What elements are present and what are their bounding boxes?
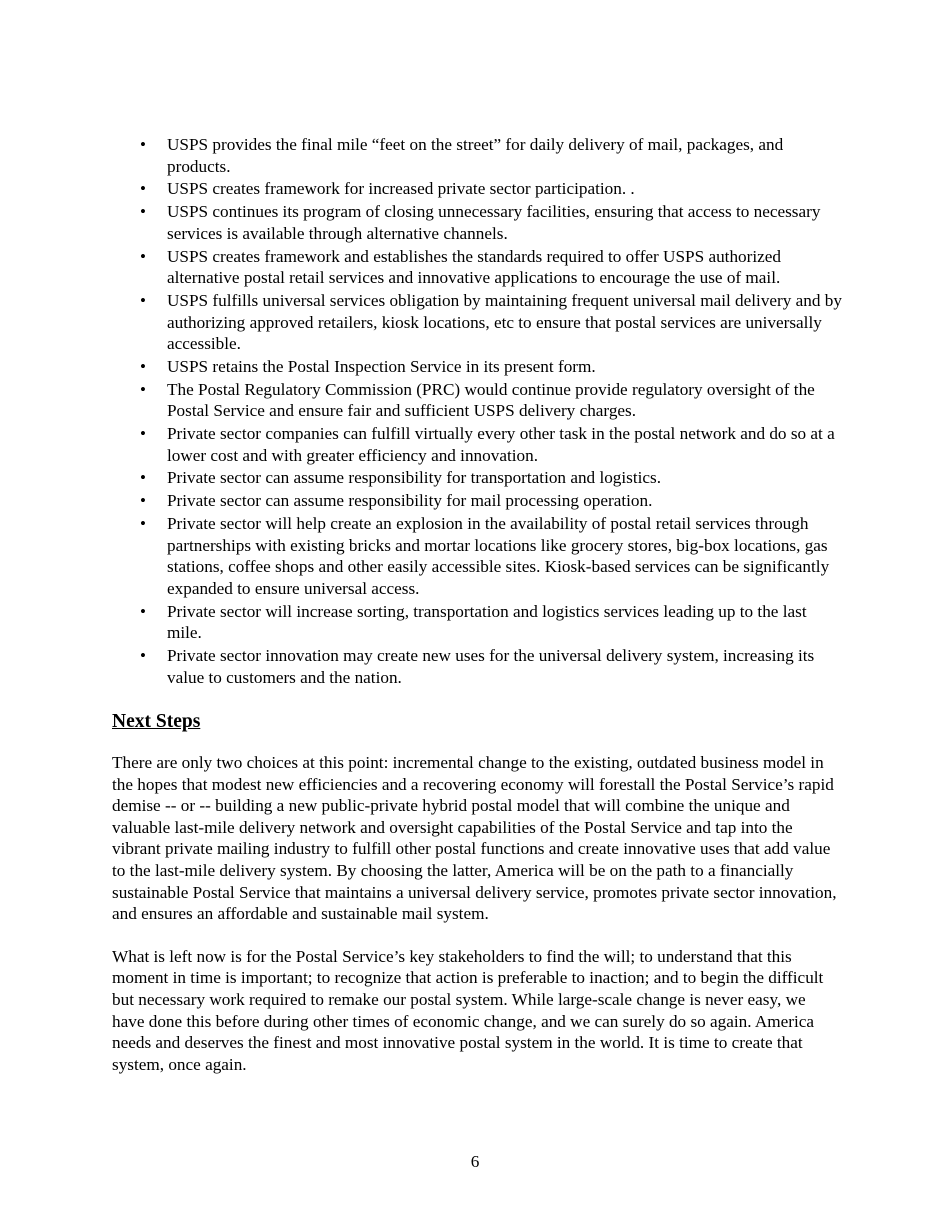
list-item	[112, 513, 842, 599]
list-item	[112, 201, 842, 244]
list-item-text: Private sector will increase sorting, transportation and logistics services leading up to the last mile.	[167, 601, 807, 643]
list-item	[112, 601, 842, 644]
list-item-text: USPS provides the final mile “feet on the street” for daily delivery of mail, packages, and products.	[167, 135, 784, 176]
list-item-text: Private sector can assume responsibility for mail processing operation.	[167, 491, 653, 511]
bullet-icon: •	[140, 424, 146, 444]
list-item-text: USPS retains the Postal Inspection Service in its present form.	[167, 356, 596, 376]
list-item	[112, 178, 842, 200]
list-item-text: Private sector innovation may create new uses for the universal delivery system, increasing its value to customers and the nation.	[167, 645, 815, 687]
list-item-text: The Postal Regulatory Commission (PRC) would continue provide regulatory oversight of the Postal Service and ensure fair and sufficient USPS delivery charges.	[167, 379, 815, 421]
bullet-icon: •	[140, 290, 146, 310]
bullet-icon: •	[140, 645, 146, 665]
list-item	[112, 379, 842, 422]
bullet-icon: •	[140, 379, 146, 399]
bullet-list	[112, 134, 842, 688]
bullet-icon: •	[140, 246, 146, 266]
list-item	[112, 246, 842, 289]
list-item	[112, 490, 842, 512]
list-item-text: USPS fulfills universal services obligation by maintaining frequent universal mail delivery and by authorizing approved retailers, kiosk locations, etc to ensure that postal services are universally accessible.	[167, 290, 842, 354]
page-number: 6	[470, 1152, 480, 1171]
list-item	[112, 645, 842, 688]
document-page	[112, 134, 842, 1096]
list-item	[112, 423, 842, 466]
bullet-icon: •	[140, 202, 146, 222]
bullet-icon: •	[140, 468, 146, 488]
list-item-text: Private sector companies can fulfill virtually every other task in the postal network and do so at a lower cost and with greater efficiency and innovation.	[167, 424, 835, 465]
list-item-text: USPS creates framework for increased private sector participation. .	[167, 179, 635, 199]
list-item	[112, 467, 842, 489]
bullet-icon: •	[140, 179, 146, 199]
bullet-icon: •	[140, 356, 146, 376]
list-item-text: Private sector will help create an explosion in the availability of postal retail services through partnerships with existing bricks and mortar locations like grocery stores, big-box locations, gas stations, coffee shops and other easily accessible sites. Kiosk-based services can be significantly expanded to ensure universal access.	[167, 513, 830, 598]
list-item	[112, 134, 842, 177]
list-item-text: Private sector can assume responsibility for transportation and logistics.	[167, 468, 662, 488]
body-paragraph: What is left now is for the Postal Service’s key stakeholders to find the will; to understand that this moment in time is important; to recognize that action is preferable to inaction; and to begin the difficult but necessary work required to remake our postal system. While large-scale change is never easy, we have done this before during other times of economic change, and we can surely do so again. America needs and deserves the finest and most innovative postal system in the world. It is time to create that system, once again.	[112, 946, 824, 1074]
list-item	[112, 290, 842, 355]
body-paragraph: There are only two choices at this point: incremental change to the existing, outdated business model in the hopes that modest new efficiencies and a recovering economy will forestall the Postal Service’s rapid demise -- or -- building a new public-private hybrid postal model that will combine the unique and valuable last-mile delivery network and oversight capabilities of the Postal Service and tap into the vibrant private mailing industry to fulfill other postal functions and create innovative uses that add value to the last-mile delivery system. By choosing the latter, America will be on the path to a financially sustainable Postal Service that maintains a universal delivery service, promotes private sector innovation, and ensures an affordable and sustainable mail system.	[112, 753, 837, 924]
section-heading: Next Steps	[112, 711, 201, 733]
list-item	[112, 356, 842, 378]
bullet-icon: •	[140, 491, 146, 511]
list-item-text: USPS creates framework and establishes the standards required to offer USPS authorized alternative postal retail services and innovative applications to encourage the use of mail.	[167, 246, 781, 288]
bullet-icon: •	[140, 135, 146, 154]
bullet-icon: •	[140, 513, 146, 533]
list-item-text: USPS continues its program of closing unnecessary facilities, ensuring that access to necessary services is available through alternative channels.	[167, 202, 821, 243]
bullet-icon: •	[140, 601, 146, 621]
